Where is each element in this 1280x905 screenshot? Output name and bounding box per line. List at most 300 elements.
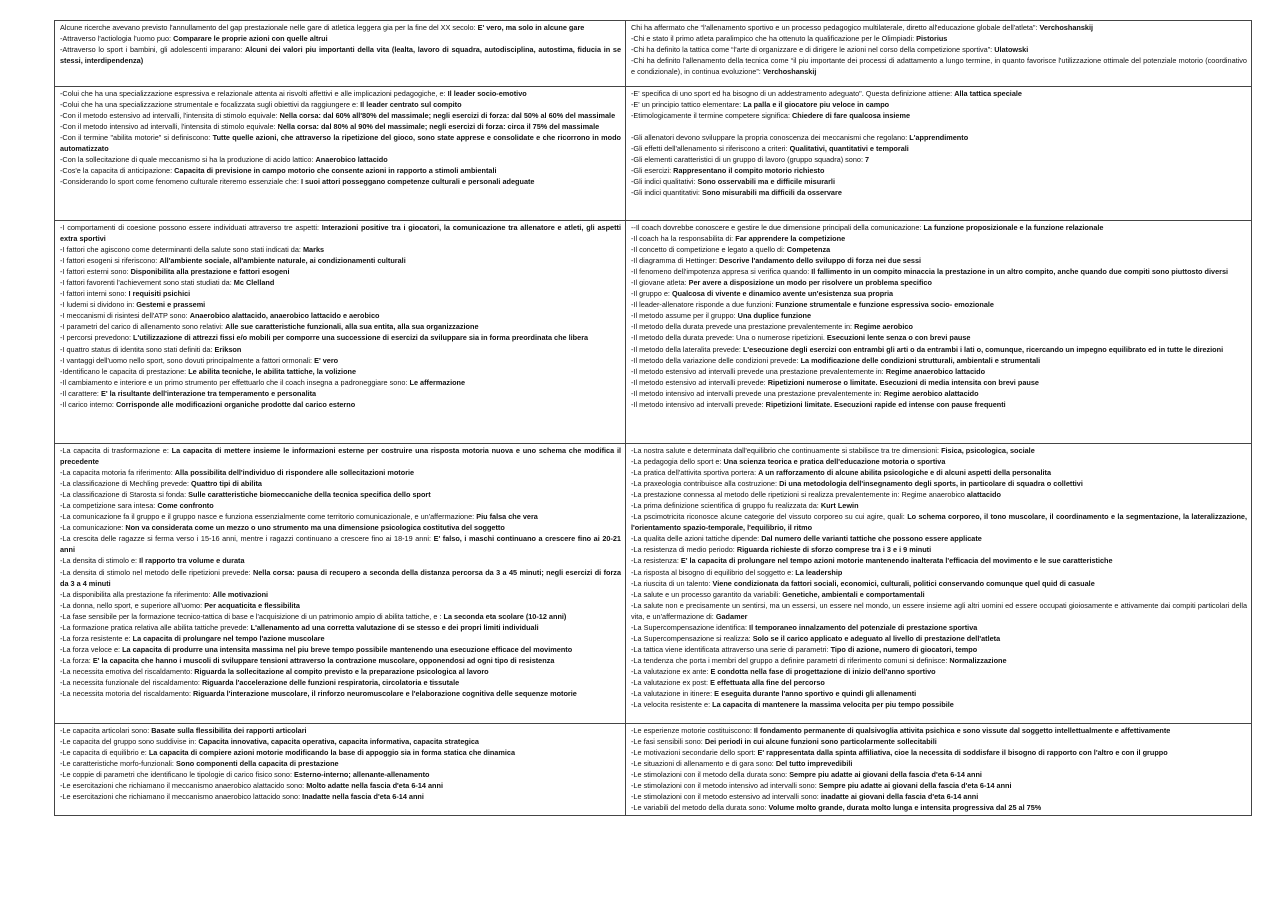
question-text: -Il gruppo e: (631, 289, 672, 299)
answer-text: Interazioni positive tra i giocatori, la comunicazione tra allenatore e atleti, gli aspetti extra sportivi (60, 223, 621, 244)
question-line (631, 544, 1247, 555)
cell-right (626, 221, 1252, 444)
answer-text: Nella corsa: pausa di recupero a seconda della distanza percorsa da 3 a 45 minuti; negli esercizi di forza da 3 a 4 minuti (60, 567, 622, 588)
question-text: -La fase sensibile per la formazione tecnico-tattica di base e l'acquisizione di un patrimonio ampio di abilita tattiche, e : (60, 611, 444, 621)
answer-text: Sono componenti della capacita di prestazione (176, 759, 339, 769)
answer-text: E' la capacita che hanno i muscoli di sviluppare tensioni attraverso la contrazione muscolare, opponendosi ad ogni tipo di resistenza (92, 655, 555, 665)
question-line (631, 22, 1247, 33)
question-text: -La resistenza: (631, 556, 681, 566)
answer-text: La palla e il giocatore piu veloce in campo (743, 100, 890, 110)
question-line (60, 388, 621, 399)
question-text: -Chi e stato il primo atleta paralimpico che ha ottenuto la qualificazione per le Olimpiadi: (631, 34, 917, 44)
question-line (60, 511, 621, 522)
question-line (60, 266, 621, 277)
question-text: -Il carico interno: (60, 399, 116, 409)
question-line (60, 533, 621, 555)
answer-text: Disponibilita alla prestazione e fattori esogeni (130, 267, 290, 277)
answer-text: E eseguita durante l'anno sportivo e quindi gli allenamenti (714, 689, 917, 699)
question-line (60, 176, 621, 187)
question-text: -Le capacita di equilibrio e: (60, 748, 149, 758)
question-line (60, 555, 621, 566)
answer-text: Il leader socio-emotivo (447, 89, 527, 98)
question-line (60, 622, 621, 633)
question-text: -La densita di stimolo e: (60, 556, 140, 566)
question-text: -La tendenza che porta i membri del gruppo a definire parametri di riferimento comuni si definisce: (631, 655, 950, 665)
question-text: -La velocita resistente e: (631, 700, 713, 710)
question-text: -Gli effetti dell'allenamento si riferiscono a criteri: (631, 144, 790, 154)
question-line (631, 666, 1247, 677)
answer-text: Qualitativi, quantitativi e temporali (789, 144, 909, 154)
question-line (60, 222, 621, 244)
question-line (631, 99, 1247, 110)
question-text: -La necessita funzionale del riscaldamento: (60, 677, 202, 687)
question-text: -I fattori esterni sono: (60, 267, 131, 277)
answer-text: Sono misurabili ma difficili da osservare (701, 188, 842, 198)
question-line (631, 802, 1247, 813)
answer-text: Non va considerata come un mezzo o uno strumento ma una dimensione psicologica costitutiva del soggetto (125, 523, 505, 533)
answer-text: Sulle caratteristiche biomeccaniche della tecnica specifica dello sport (188, 490, 431, 500)
question-line (60, 366, 621, 377)
question-line (60, 377, 621, 388)
answer-text: Come confronto (157, 501, 214, 511)
question-line (631, 332, 1247, 343)
answer-text: Alla tattica speciale (954, 89, 1022, 98)
question-text: -Il metodo della lateralita prevede: (631, 344, 743, 354)
question-line (631, 222, 1247, 233)
question-text: -Il fenomeno dell'impotenza appresa si verifica quando: (631, 267, 812, 277)
question-text: -I fattori esogeni si riferiscono: (60, 256, 160, 266)
answer-text: Alle motivazioni (212, 589, 269, 599)
question-text: -I parametri del carico di allenamento sono relativi: (60, 322, 226, 332)
question-text: -Il metodo intensivo ad intervalli prevede: (631, 399, 766, 409)
question-text: -Attraverso l'actiologia l'uomo puo: (60, 34, 174, 44)
question-text: -Chi ha definito la tattica come “l'arte di organizzare e di dirigere le azioni nel corso della competizione sportiva”: (631, 45, 995, 55)
answer-text: Far apprendere la competizione (735, 234, 846, 244)
answer-text: All'ambiente sociale, all'ambiente naturale, ai condizionamenti culturali (159, 256, 406, 266)
question-line (631, 244, 1247, 255)
question-line (60, 791, 621, 802)
question-text: -La formazione pratica relativa alle abilita tattiche prevede: (60, 622, 251, 632)
question-line (60, 677, 621, 688)
question-line (60, 736, 621, 747)
cell-left (55, 21, 626, 87)
answer-text: Per avere a disposizione un modo per risolvere un problema specifico (688, 278, 932, 288)
question-text: -Gli indici quantitativi: (631, 188, 702, 198)
question-line (631, 187, 1247, 198)
answer-text: La capacita di prolungare nel tempo l'azione muscolare (132, 633, 325, 643)
question-line (631, 567, 1247, 578)
question-line (631, 121, 1247, 132)
answer-text: Verchoshanskij (762, 67, 817, 77)
question-text: -Le stimolazioni con il metodo intensivo ad intervalli sono: (631, 781, 819, 791)
cell-left (55, 87, 626, 221)
question-line (631, 132, 1247, 143)
answer-text: Regime anaerobico lattacido (885, 366, 986, 376)
question-text: -Il leader-allenatore risponde a due funzioni: (631, 300, 776, 310)
answer-text: La capacita di mantenere la massima velocita per piu tempo possibile (712, 700, 954, 710)
question-text: -Le caratteristiche morfo-funzionali: (60, 759, 176, 769)
answer-text: E' la risultante dell'interazione tra temperamento e personalita (100, 388, 317, 398)
answer-text: Una duplice funzione (737, 311, 812, 321)
answer-text: La capacita di mettere insieme le informazioni esterne per costruire una risposta motoria nuova e uno schema che modifica il precedente (60, 446, 621, 467)
answer-text: L'apprendimento (909, 133, 969, 143)
question-line (60, 355, 621, 366)
answer-text: Alcuni dei valori piu importanti della vita (lealta, lavoro di squadra, autodisciplina, autostima, fiducia in se stessi, interdipendenza) (60, 45, 621, 66)
question-text: -La capacita di trasformazione e: (60, 446, 172, 455)
answer-text: Corrisponde alle modificazioni organiche prodotte dal carico esterno (115, 399, 356, 409)
question-line (631, 33, 1247, 44)
sheet-row (55, 21, 1252, 87)
question-text: -Le motivazioni secondarie dello sport: (631, 748, 758, 758)
question-text: -Il metodo estensivo ad intervalli prevede: (631, 377, 768, 387)
question-text: -La donna, nello sport, e superiore all'uomo: (60, 600, 205, 610)
question-line (60, 132, 621, 154)
sheet-row (55, 724, 1252, 816)
question-text: -La comunicazione: (60, 523, 126, 533)
question-text: -Le esercitazioni che richiamano il meccanismo anaerobico lattacido sono: (60, 792, 303, 802)
question-line (631, 478, 1247, 489)
quiz-answer-sheet (54, 20, 1252, 816)
answer-text: E' vero, ma solo in alcune gare (477, 23, 585, 32)
question-line (631, 791, 1247, 802)
question-text: -Il carattere: (60, 388, 101, 398)
question-line (631, 344, 1247, 355)
question-text: -Attraverso lo sport i bambini, gli adolescenti imparano: (60, 45, 245, 55)
question-line (60, 688, 621, 699)
answer-text: Del tutto imprevedibili (775, 759, 853, 769)
question-text: -Identificano le capacita di prestazione: (60, 366, 189, 376)
question-line (60, 310, 621, 321)
question-line (60, 522, 621, 533)
answer-text: Basate sulla flessibilita dei rapporti articolari (151, 726, 307, 735)
question-text: -La pscimotricita riconosce alcune categorie del vissuto corporeo su cui agire, quali: (631, 512, 908, 522)
answer-text: E effettuata alla fine del percorso (710, 677, 825, 687)
question-text: -La valutazione in itinere: (631, 689, 715, 699)
sheet-row (55, 221, 1252, 444)
answer-text: Per acquaticita e flessibilita (204, 600, 300, 610)
question-line (631, 489, 1247, 500)
question-line (631, 736, 1247, 747)
answer-text: L'allenamento ad una corretta valutazione di se stesso e dei propri limiti individuali (250, 622, 539, 632)
question-line (60, 655, 621, 666)
question-text: -Il metodo della durata prevede una prestazione prevalentemente in: (631, 322, 855, 332)
question-text: -Il cambiamento e interiore e un primo strumento per effettuarlo che il coach insegna a padroneggiare sono: (60, 377, 410, 387)
answer-text: Alla possibilita dell'individuo di rispondere alle sollecitazioni motorie (174, 468, 415, 478)
answer-text: Nella corsa: dal 60% all'80% del massimale; negli esercizi di forza: dal 50% al 60% del massimale (279, 111, 616, 121)
question-line (631, 769, 1247, 780)
question-text: -Gli indici qualitativi: (631, 177, 698, 187)
question-text: -Con il termine "abilita motorie" si definiscono: (60, 133, 213, 143)
answer-text: Anaerobico lattacido (315, 155, 388, 165)
answer-text: Sempre piu adatte ai giovani della fascia d'eta 6-14 anni (789, 770, 982, 780)
question-line (60, 99, 621, 110)
answer-text: La leadership (795, 567, 843, 577)
question-text: -Il giovane atleta: (631, 278, 689, 288)
question-line (631, 578, 1247, 589)
answer-text: Il rapporto tra volume e durata (139, 556, 245, 566)
answer-text: Le affermazione (409, 377, 466, 387)
question-line (631, 388, 1247, 399)
question-text: -I percorsi prevedono: (60, 333, 134, 343)
question-line (60, 478, 621, 489)
question-line (631, 310, 1247, 321)
answer-text: Di una metodologia dell'insegnamento degli sports, in particolare di squadra o collettivi (779, 479, 1083, 489)
answer-text: Pistorius (916, 34, 948, 44)
question-line (631, 622, 1247, 633)
answer-text: Verchoshanskij (1039, 23, 1094, 32)
question-text: -Cos'e la capacita di anticipazione: (60, 166, 175, 176)
question-text: -Le capacita articolari sono: (60, 726, 152, 735)
question-line (631, 277, 1247, 288)
question-line (631, 780, 1247, 791)
question-text: -I quattro status di identita sono stati definiti da: (60, 344, 215, 354)
question-text: -Le esperienze motorie costituiscono: (631, 726, 754, 735)
question-text: -Le situazioni di allenamento e di gara sono: (631, 759, 776, 769)
answer-text: La modificazione delle condizioni strutturali, ambientali e strumentali (800, 355, 1041, 365)
question-text: -La Supercompensazione identifica: (631, 622, 750, 632)
question-text: -La necessita motoria del riscaldamento: (60, 689, 194, 699)
answer-text: Le abilita tecniche, le abilita tattiche, la volizione (188, 366, 357, 376)
question-line (631, 88, 1247, 99)
question-text: -Gli elementi caratteristici di un gruppo di lavoro (gruppo squadra) sono: (631, 155, 866, 165)
answer-text: E condotta nella fase di progettazione di inizio dell'anno sportivo (710, 666, 936, 676)
question-text: -I fattori interni sono: (60, 289, 129, 299)
answer-text: Rappresentano il compito motorio richiesto (673, 166, 825, 176)
answer-text: Alle sue caratteristiche funzionali, alla sua entita, alla sua organizzazione (225, 322, 479, 332)
question-text: -I fattori che agiscono come determinanti della salute sono stati indicati da: (60, 245, 303, 255)
question-text: -La competizione sara intesa: (60, 501, 158, 511)
answer-text: Tutte quelle azioni, che attraverso la ripetizione del gioco, sono state apprese e consolidate e che ricorrono in modo automatizzato (60, 133, 622, 154)
question-line (60, 22, 621, 33)
answer-text: E' vero (314, 355, 339, 365)
question-line (60, 88, 621, 99)
answer-text: Kurt Lewin (820, 501, 859, 511)
question-line (60, 489, 621, 500)
answer-text: Regime aerobico (854, 322, 913, 332)
cell-right (626, 87, 1252, 221)
question-line (631, 747, 1247, 758)
question-text: -Con la sollecitazione di quale meccanismo si ha la produzione di acido lattico: (60, 155, 316, 165)
question-line (60, 299, 621, 310)
question-text: -Il concetto di competizione e legato a quello di: (631, 245, 787, 255)
question-text: -Considerando lo sport come fenomeno culturale riteremo essenziale che: (60, 177, 301, 187)
question-text: -La salute e un processo garantito da variabili: (631, 589, 783, 599)
question-text: -La comunicazione fa il gruppo e il gruppo nasce e funziona essenzialmente come territorio comunicazionale, e un'affermazione: (60, 512, 477, 522)
answer-text: Erikson (214, 344, 242, 354)
question-text: -Il metodo estensivo ad intervalli prevede una prestazione prevalentemente in: (631, 366, 886, 376)
question-text: -I fattori favorenti l'achievement sono stati studiati da: (60, 278, 234, 288)
question-line (631, 321, 1247, 332)
question-line (631, 688, 1247, 699)
answer-text: La capacita di produrre una intensita massima nel piu breve tempo possibile mantenendo una esecuzione efficace del movimento (122, 644, 573, 654)
question-text: -La forza: (60, 655, 93, 665)
question-text: -Il metodo assume per il gruppo: (631, 311, 738, 321)
question-line (631, 633, 1247, 644)
answer-text: Tipo di azione, numero di giocatori, tempo (830, 644, 978, 654)
answer-text: Regime aerobico alattacido (883, 388, 979, 398)
question-line (631, 299, 1247, 310)
question-text: -Con il metodo intensivo ad intervalli, l'intensita di stimolo equivale: (60, 122, 278, 132)
answer-text: Volume molto grande, durata molto lunga e intensita progressiva dal 25 al 75% (768, 803, 1042, 813)
question-line (631, 600, 1247, 622)
question-text: -Le fasi sensibili sono: (631, 737, 705, 747)
answer-text: Comparare le proprie azioni con quelle altrui (173, 34, 328, 44)
question-line (60, 600, 621, 611)
question-text: -La crescita delle ragazze si ferma verso i 15-16 anni, mentre i ragazzi continuano a crescere fino ai 18-19 anni: (60, 534, 434, 544)
answer-text: Anaerobico alattacido, anaerobico lattacido e aerobico (189, 311, 380, 321)
question-line (631, 399, 1247, 410)
question-text: -La resistenza di medio periodo: (631, 545, 737, 555)
question-line (631, 355, 1247, 366)
cell-right (626, 444, 1252, 724)
question-text: -La prima definizione scientifica di gruppo fu realizzata da: (631, 501, 821, 511)
question-line (60, 769, 621, 780)
answer-text: Descrive l'andamento dello sviluppo di forza nei due sessi (719, 256, 922, 266)
answer-text: Ripetizioni limitate. Esecuzioni rapide ed intense con pause frequenti (765, 399, 1006, 409)
answer-text: Ripetizioni numerose o limitate. Esecuzioni di media intensita con brevi pause (767, 377, 1039, 387)
question-line (631, 143, 1247, 154)
answer-text: alattacido (966, 490, 1001, 500)
answer-text: 7 (865, 155, 870, 165)
question-text: -La nostra salute e determinata dall'equilibrio che continuamente si stabilisce tra tre dimensioni: (631, 446, 942, 455)
answer-text: E' la capacita di prolungare nel tempo azioni motorie mantenendo inalterata l'efficacia del movimento e le sue caratteristiche (680, 556, 1113, 566)
question-line (60, 445, 621, 467)
question-line (60, 666, 621, 677)
question-line (631, 456, 1247, 467)
cell-left (55, 221, 626, 444)
question-text: -Il metodo intensivo ad intervalli prevede una prestazione prevalentemente in: (631, 388, 884, 398)
answer-text: Competenza (786, 245, 831, 255)
question-line (631, 377, 1247, 388)
question-line (631, 555, 1247, 566)
question-text: -La capacita motoria fa riferimento: (60, 468, 175, 478)
question-line (60, 780, 621, 791)
question-text: -Colui che ha una specializzazione espressiva e relazionale attenta ai risvolti affettivi e alle implicazioni pedagogiche, e: (60, 89, 448, 98)
answer-text: La capacita di compiere azioni motorie modificando la base di appoggio sia in forma statica che dinamica (148, 748, 515, 758)
answer-text: Una scienza teorica e pratica dell'educazione motoria o sportiva (723, 457, 946, 467)
question-text: -Colui che ha una specializzazione strumentale e focalizzata sugli obiettivi da raggiungere e: (60, 100, 361, 110)
question-text: -Il metodo della durata prevede: Una o numerose ripetizioni. (631, 333, 827, 343)
answer-text: Qualcosa di vivente e dinamico avente un'esistenza sua propria (671, 289, 894, 299)
question-text: -Etimologicamente il termine competere significa: (631, 111, 793, 121)
question-text: -La forza veloce e: (60, 644, 123, 654)
question-line (631, 176, 1247, 187)
answer-text: Esterno-interno; allenante-allenamento (294, 770, 430, 780)
answer-text: Il leader centrato sul compito (360, 100, 462, 110)
answer-text: Il fallimento in un compito minaccia la prestazione in un altro compito, anche quando due compiti sono piuttosto diversi (811, 267, 1229, 277)
question-line (60, 244, 621, 255)
answer-text: Riguarda la sollecitazione al compito previsto e la preparazione psicologica al lavoro (194, 666, 489, 676)
question-text: -La classificazione di Starosta si fonda: (60, 490, 189, 500)
answer-text: Gadamer (715, 611, 748, 621)
question-text: Alcune ricerche avevano previsto l'annullamento del gap prestazionale nelle gare di atletica leggera gia per la fine del XX secolo: (60, 23, 478, 32)
question-text: -I comportamenti di coesione possono essere individuati attraverso tre aspetti: (60, 223, 322, 232)
answer-text: E' falso, i maschi continuano a crescere fino ai 20-21 anni (60, 534, 621, 555)
sheet-row (55, 444, 1252, 724)
question-text: -Con il metodo estensivo ad intervalli, l'intensita di stimolo equivale: (60, 111, 280, 121)
question-line (60, 288, 621, 299)
question-text: -La valutazione ex post: (631, 677, 711, 687)
answer-text: Dei periodi in cui alcune funzioni sono particolarmente sollecitabili (704, 737, 937, 747)
question-line (60, 747, 621, 758)
question-text: -E' specifica di uno sport ed ha bisogno di un addestramento adeguato". Questa definizione attiene: (631, 89, 955, 98)
question-line (631, 500, 1247, 511)
question-text: -Le capacita del gruppo sono suddivise in: (60, 737, 199, 747)
question-line (60, 165, 621, 176)
question-line (60, 344, 621, 355)
question-text: -La Supercompensazione si realizza: (631, 633, 753, 643)
question-text: -La risposta al bisogno di equilibrio del soggetto e: (631, 567, 796, 577)
question-line (631, 725, 1247, 736)
question-line (60, 611, 621, 622)
question-text: -Le stimolazioni con il metodo estensivo ad intervalli sono: (631, 792, 821, 802)
question-text: -La praxeologia contribuisce alla costruzione: (631, 479, 780, 489)
question-line (60, 33, 621, 44)
question-text: -Le coppie di parametri che identificano le tipologie di carico fisico sono: (60, 770, 295, 780)
question-line (631, 165, 1247, 176)
answer-text: I suoi attori posseggano competenze culturali e personali adeguate (300, 177, 535, 187)
question-line (60, 399, 621, 410)
question-text: -La qualita delle azioni tattiche dipende: (631, 534, 762, 544)
question-text: -I vantaggi dell'uomo nello sport, sono dovuti principalmente a fattori ormonali: (60, 355, 315, 365)
question-text: -La valutazione ex ante: (631, 666, 711, 676)
answer-text: Riguarda l'accelerazione delle funzioni respiratoria, circolatoria e tissutale (201, 677, 460, 687)
question-line (60, 500, 621, 511)
answer-text: Molto adatte nella fascia d'eta 6-14 anni (306, 781, 443, 791)
question-line (60, 154, 621, 165)
answer-text: Piu falsa che vera (476, 512, 538, 522)
question-text: -La disponibilita alla prestazione fa riferimento: (60, 589, 213, 599)
question-text: -La forza resistente e: (60, 633, 133, 643)
question-line (631, 233, 1247, 244)
question-text: -La pratica dell'attivita sportiva portera: (631, 468, 759, 478)
cell-right (626, 21, 1252, 87)
question-text: -La pedagogia dello sport e: (631, 457, 724, 467)
cell-right (626, 724, 1252, 816)
question-line (631, 533, 1247, 544)
cell-left (55, 724, 626, 816)
question-line (631, 266, 1247, 277)
question-line (631, 467, 1247, 478)
question-text: --Il coach dovrebbe conoscere e gestire le due dimensione principali della comunicazione: (631, 223, 924, 232)
answer-text: inadatte ai giovani della fascia d'eta 6-14 anni (820, 792, 979, 802)
question-line (60, 633, 621, 644)
answer-text: Capacita di previsione in campo motorio che consente azioni in rapporto a stimoli ambientali (174, 166, 497, 176)
question-text: -La necessita emotiva del riscaldamento: (60, 666, 195, 676)
question-line (631, 655, 1247, 666)
question-line (631, 366, 1247, 377)
answer-text: A un rafforzamento di alcune abilita psicologiche e di alcuni aspetti della personalita (758, 468, 1052, 478)
answer-text: Marks (302, 245, 325, 255)
question-line (631, 758, 1247, 769)
question-line (60, 467, 621, 478)
answer-text: La funzione proposizionale e la funzione relazionale (923, 223, 1104, 232)
question-text: -La tattica viene identificata attraverso una serie di parametri: (631, 644, 831, 654)
answer-text: Gestemi e prassemi (136, 300, 206, 310)
question-text: -Gli esercizi: (631, 166, 674, 176)
answer-text: Fisica, psicologica, sociale (941, 446, 1035, 455)
question-line (631, 445, 1247, 456)
question-text: -Il metodo della variazione delle condizioni prevede: (631, 355, 801, 365)
question-line (60, 321, 621, 332)
question-line (60, 332, 621, 343)
question-line (631, 644, 1247, 655)
answer-text: Mc Clelland (233, 278, 275, 288)
question-line (60, 567, 621, 589)
answer-text: Capacita innovativa, capacita operativa, capacita informativa, capacita strategica (198, 737, 479, 747)
question-line (631, 288, 1247, 299)
question-line (60, 725, 621, 736)
